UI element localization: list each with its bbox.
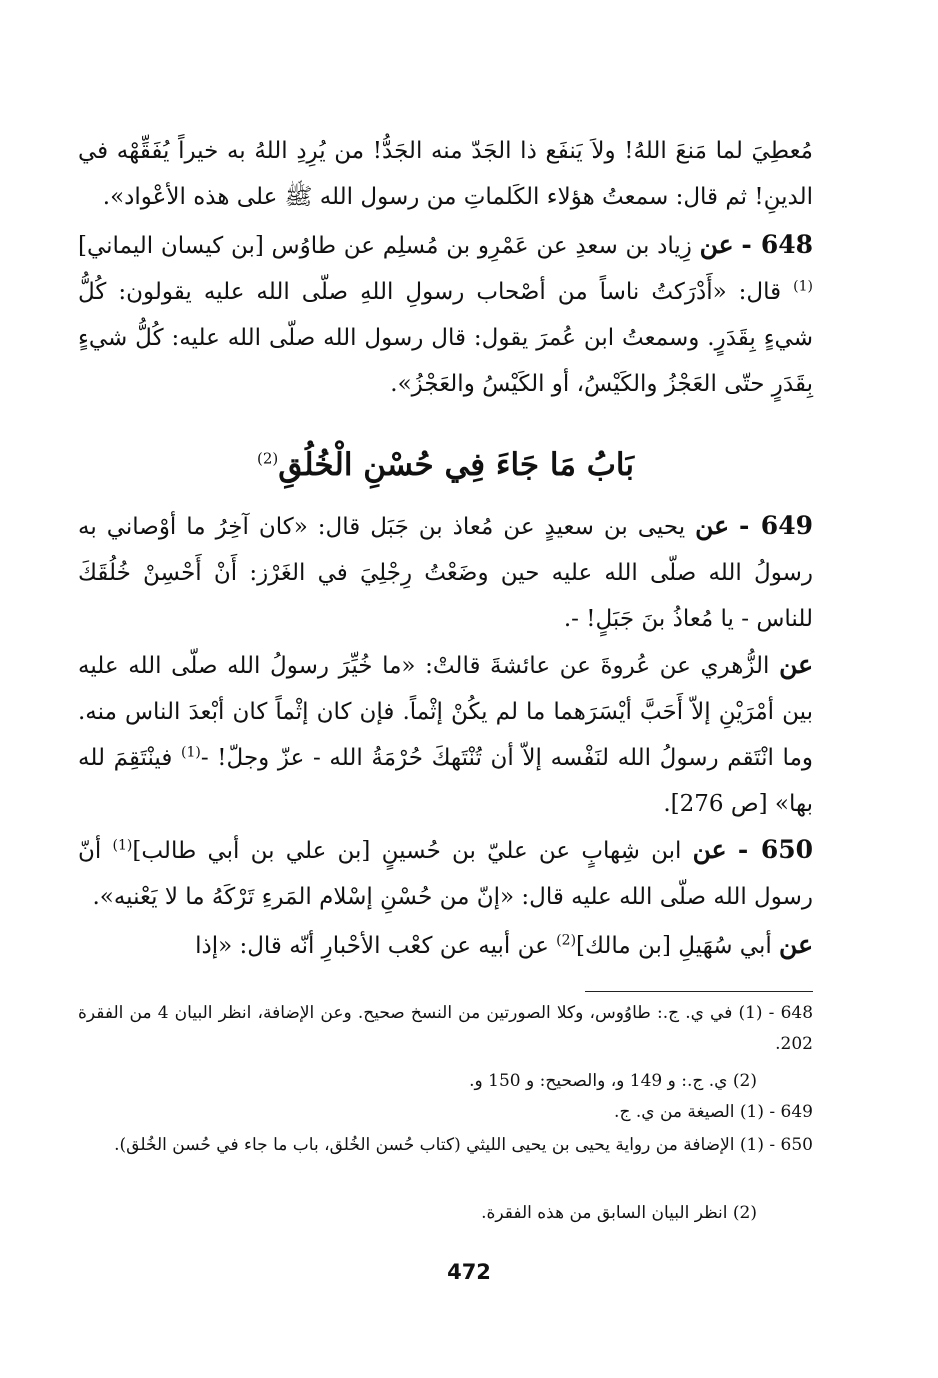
chapter-title: [78, 438, 813, 492]
hadith-number: 648 -: [741, 230, 814, 259]
hadith-text: عن أبيه عن كعْب الأحْبارِ أنّه قال: «إذا: [195, 933, 549, 959]
footnote-ref: (1): [181, 744, 201, 761]
hadith-648: [78, 222, 813, 407]
footnote-ref: (2): [257, 449, 279, 468]
footnote-648-1: 648 - (1) في ي. ج.: طاوُوس، وكلا الصورتين من النسخ صحيح. وعن الإضافة، انظر البيان 4 من الفقرة 202.: [78, 1003, 814, 1054]
footnote-divider: [585, 991, 813, 992]
hadith-text: يحيى بن سعيدٍ عن مُعاذ بن جَبَل قال: «كان آخِرُ ما أوْصاني به رسولُ الله صلّى الله عليه حين وضَعْتُ رِجْلِيَ في الغَرْز: أَنْ أَحْسِنْ خُلُقَكَ للناس - يا مُعاذُ بنَ جَبَلٍ! -.: [78, 514, 813, 632]
hadith-number: 650 -: [737, 835, 814, 864]
footnote-650-2: (2) انظر البيان السابق من هذه الفقرة.: [481, 1203, 757, 1223]
hadith-text: قال: «أَدْرَكتُ ناساً من أصْحاب رسولِ اللهِ صلّى الله عليه يقولون: كُلُّ شيءٍ بِقَدَرٍ. وسمعتُ ابن عُمرَ يقول: قال رسول الله صلّى الله عليه: كُلُّ شيءٍ بِقَدَرٍ حتّى العَجْزُ والكَيْسُ، أو الكَيْسُ والعَجْزُ».: [78, 279, 813, 397]
hadith-text: زِياد بن سعدِ عن عَمْرِو بن مُسلِم عن طاوُس [بن كيسان اليماني]: [78, 233, 692, 259]
isnad-word: عن: [699, 230, 734, 259]
paragraph-text: مُعطِيَ لما مَنعَ اللهُ! ولاَ يَنفَع ذا الجَدّ منه الجَدُّ! من يُرِدِ اللهُ به خيراً يُفَقِّهْه في الدينِ! ثم قال: سمعتُ هؤلاء الكَلماتِ من رسول الله ﷺ على هذه الأعْواد».: [78, 138, 813, 210]
page-number: 472: [447, 1260, 491, 1284]
hadith-text: أبي سُهَيلِ [بن مالك]: [576, 933, 772, 959]
hadith-text: فينْتَقِمَ لله بها» [ص 276].: [78, 745, 813, 817]
hadith-649-second: [78, 642, 813, 827]
footnote-650-1: 650 - (1) الإضافة من رواية يحيى بن يحيى الليثي (كتاب حُسن الخُلق، باب ما جاء في حُسن الخُلق).: [114, 1135, 813, 1155]
isnad-word: عن: [695, 511, 730, 540]
hadith-649: [78, 503, 813, 642]
isnad-word: عن: [692, 835, 727, 864]
footnote-ref: (1): [793, 278, 813, 295]
chapter-title-text: بَابُ مَا جَاءَ فِي حُسْنِ الْخُلُقِ: [278, 447, 634, 483]
footnote-ref: (1): [112, 837, 133, 854]
hadith-650-second: [78, 922, 813, 969]
isnad-word: عن: [779, 930, 813, 959]
isnad-word: عن: [779, 650, 814, 679]
footnote-648-2: (2) ي. ج.: و 149 و، والصحيح: و 150 و.: [469, 1071, 757, 1091]
hadith-text: الزُّهري عن عُروةَ عن عائشةَ قالتْ: «ما خُيِّرَ رسولُ الله صلّى الله عليه بين أمْرَيْنِ إلاّ أَحَبَّ أيْسَرَهما ما لم يكُنْ إثْماً. فإن كان إثْماً كان أبْعدَ الناس منه. وما انْتَقم رسولُ الله لنَفْسه إلاّ أن تُنْتَهكَ حُرْمَةُ الله - عزّ وجلّ! -: [78, 653, 813, 771]
hadith-number: 649 -: [739, 511, 813, 540]
paragraph-continuation: [78, 128, 813, 220]
hadith-text: أنّ رسول الله صلّى الله عليه قال: «إنّ من حُسْنِ إسْلام المَرءِ تَرْكَهُ ما لا يَعْنيه».: [78, 838, 813, 910]
hadith-650: [78, 827, 813, 920]
hadith-text: ابن شِهابٍ عن عليّ بن حُسينٍ [بن علي بن أبي طالب]: [132, 838, 682, 864]
footnote-ref: (2): [556, 932, 577, 949]
footnote-649-1: 649 - (1) الصيغة من ي. ج.: [614, 1102, 813, 1122]
